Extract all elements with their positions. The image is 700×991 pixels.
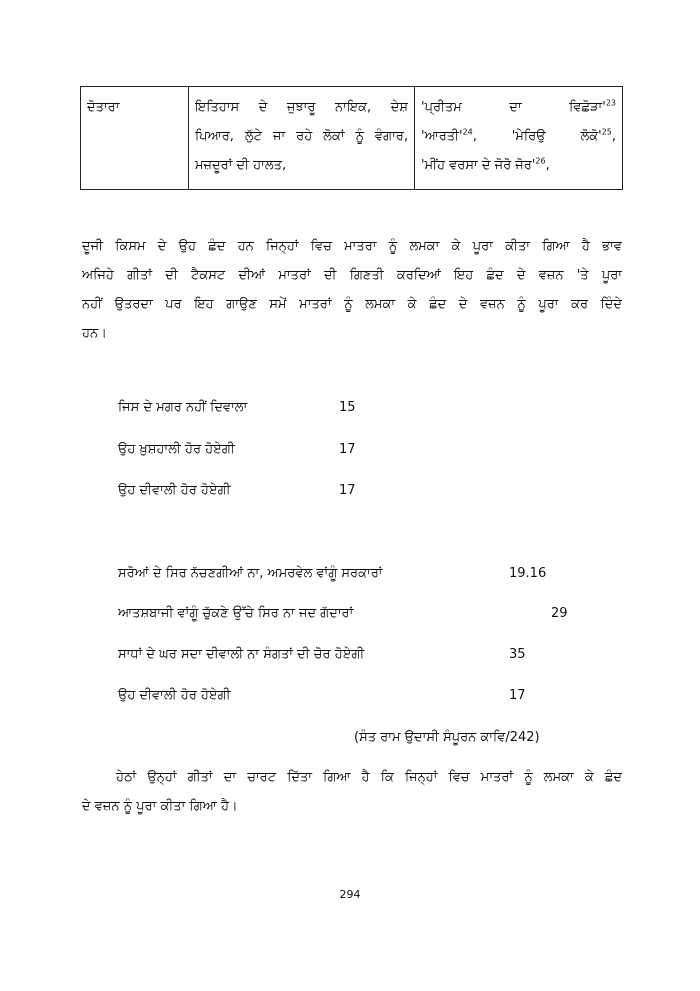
verse-count: 29 [551, 606, 568, 621]
example-title: 'ਆਰਤੀ' [421, 129, 463, 144]
paragraph-line: ਦੇ ਵਜ਼ਨ ਨੂੰ ਪੂਰਾ ਕੀਤਾ ਗਿਆ ਹੈ। [82, 799, 238, 814]
example-title: 'ਮੇਰਿਉ ਲੋਕੋ' [511, 129, 602, 144]
footnote-ref: 23 [605, 98, 616, 108]
verse-count: 17 [509, 688, 526, 703]
song-name: ਦੋਤਾਰਾ [87, 100, 120, 115]
verse-line: ਆਤਸ਼ਬਾਜੀ ਵਾਂਗੂੰ ਚੁੱਕਣੇ ਉੱਚੇ ਸਿਰ ਨਾ ਜਦ ਗੱਦਾਰਾਂ [118, 606, 354, 621]
table-cell-themes [189, 87, 415, 190]
verse-line: ਉਹ ਖ਼ੁਸ਼ਹਾਲੀ ਹੋਰ ਹੋਏਗੀ [118, 442, 235, 457]
footnote-ref: 25 [601, 127, 612, 137]
verse-line: ਸਾਧਾਂ ਦੇ ਘਰ ਸਦਾ ਦੀਵਾਲੀ ਨਾ ਸੰਗਤਾਂ ਦੀ ਚੋਰ ਹੋਏਗੀ [118, 647, 365, 662]
example-title: 'ਪ੍ਰੀਤਮ ਦਾ ਵਿਛੋੜਾ' [421, 100, 606, 115]
verse-line: ਉਹ ਦੀਵਾਲੀ ਹੋਰ ਹੋਏਗੀ [118, 688, 231, 703]
example-line-2: '$ਆਰਤੀ'^{24}$, 'ਮੇਰਿਉ $ਲੋਕੋ'^{25}$, [421, 127, 616, 144]
table-cell-examples [415, 87, 623, 190]
verse-line: ਜਿਸ ਦੇ ਮਗਰ ਨਹੀਂ ਦਿਵਾਲਾ [118, 400, 248, 415]
footnote-ref: 26 [535, 156, 546, 166]
example-line-3: 'ਮੀਂਹ ਵਰਸਾ ਦੇ ਜੋਰੋ $ਜੋਰ'^{26}$, [421, 156, 550, 173]
footnote-ref: 24 [462, 127, 473, 137]
songs-table [80, 86, 623, 190]
paragraph-2 [82, 763, 622, 821]
verse-count: 35 [509, 647, 526, 662]
paragraph-line: ਹਨ। [82, 326, 107, 341]
table-cell-song-name [81, 87, 189, 190]
verse-line: ਉਹ ਦੀਵਾਲੀ ਹੋਰ ਹੋਏਗੀ [118, 483, 231, 498]
citation: (ਸੰਤ ਰਾਮ ਉਦਾਸੀ ਸੰਪੂਰਨ ਕਾਵਿ/242) [354, 730, 540, 745]
paragraph-line: ਦੂਜੀ ਕਿਸਮ ਦੇ ਉਹ ਛੰਦ ਹਨ ਜਿਨ੍ਹਾਂ ਵਿਚ ਮਾਤਰਾ ਨੂੰ ਲਮਕਾ ਕੇ ਪੂਰਾ ਕੀਤਾ ਗਿਆ ਹੈ ਭਾਵ [82, 239, 622, 254]
verse-count: 17 [339, 442, 356, 457]
verse-count: 17 [339, 483, 356, 498]
example-line-1 [421, 93, 616, 122]
paragraph-line: ਨਹੀਂ ਉਤਰਦਾ ਪਰ ਇਹ ਗਾਉਣ ਸਮੇਂ ਮਾਤਰਾਂ ਨੂੰ ਲਮਕਾ ਕੇ ਛੰਦ ਦੇ ਵਜ਼ਨ ਨੂੰ ਪੂਰਾ ਕਰ ਦਿੰਦੇ [82, 297, 622, 312]
theme-line-2: ਪਿਆਰ, ਲੁੱਟੇ ਜਾ ਰਹੇ ਲੋਕਾਂ ਨੂੰ ਵੰਗਾਰ, [195, 129, 408, 144]
paragraph-1 [82, 232, 622, 348]
theme-line-1: ਇਤਿਹਾਸ ਦੇ ਜੁਝਾਰੂ ਨਾਇਕ, ਦੇਸ਼ [195, 100, 408, 115]
theme-line-3: ਮਜ਼ਦੂਰਾਂ ਦੀ ਹਾਲਤ, [195, 158, 287, 173]
paragraph-line: ਅਜਿਹੇ ਗੀਤਾਂ ਦੀ ਟੈਕਸਟ ਦੀਆਂ ਮਾਤਰਾਂ ਦੀ ਗਿਣਤੀ ਕਰਦਿਆਂ ਇਹ ਛੰਦ ਦੇ ਵਜ਼ਨ 'ਤੇ ਪੂਰਾ [82, 268, 622, 283]
verse-line: ਸਰੋਆਂ ਦੇ ਸਿਰ ਨੱਚਣਗੀਆਂ ਨਾ, ਅਮਰਵੇਲ ਵਾਂਗੂੰ ਸਰਕਾਰਾਂ [118, 566, 383, 581]
verse-count: 19.16 [509, 566, 547, 581]
paragraph-line: ਹੇਠਾਂ ਉਨ੍ਹਾਂ ਗੀਤਾਂ ਦਾ ਚਾਰਟ ਦਿੱਤਾ ਗਿਆ ਹੈ ਕਿ ਜਿਨ੍ਹਾਂ ਵਿਚ ਮਾਤਰਾਂ ਨੂੰ ਲਮਕਾ ਕੇ ਛੰਦ [116, 770, 622, 785]
example-title: 'ਮੀਂਹ ਵਰਸਾ ਦੇ ਜੋਰੋ ਜੋਰ' [421, 158, 536, 173]
page-number: 294 [339, 888, 361, 901]
verse-count: 15 [339, 400, 356, 415]
table-row [81, 87, 623, 190]
